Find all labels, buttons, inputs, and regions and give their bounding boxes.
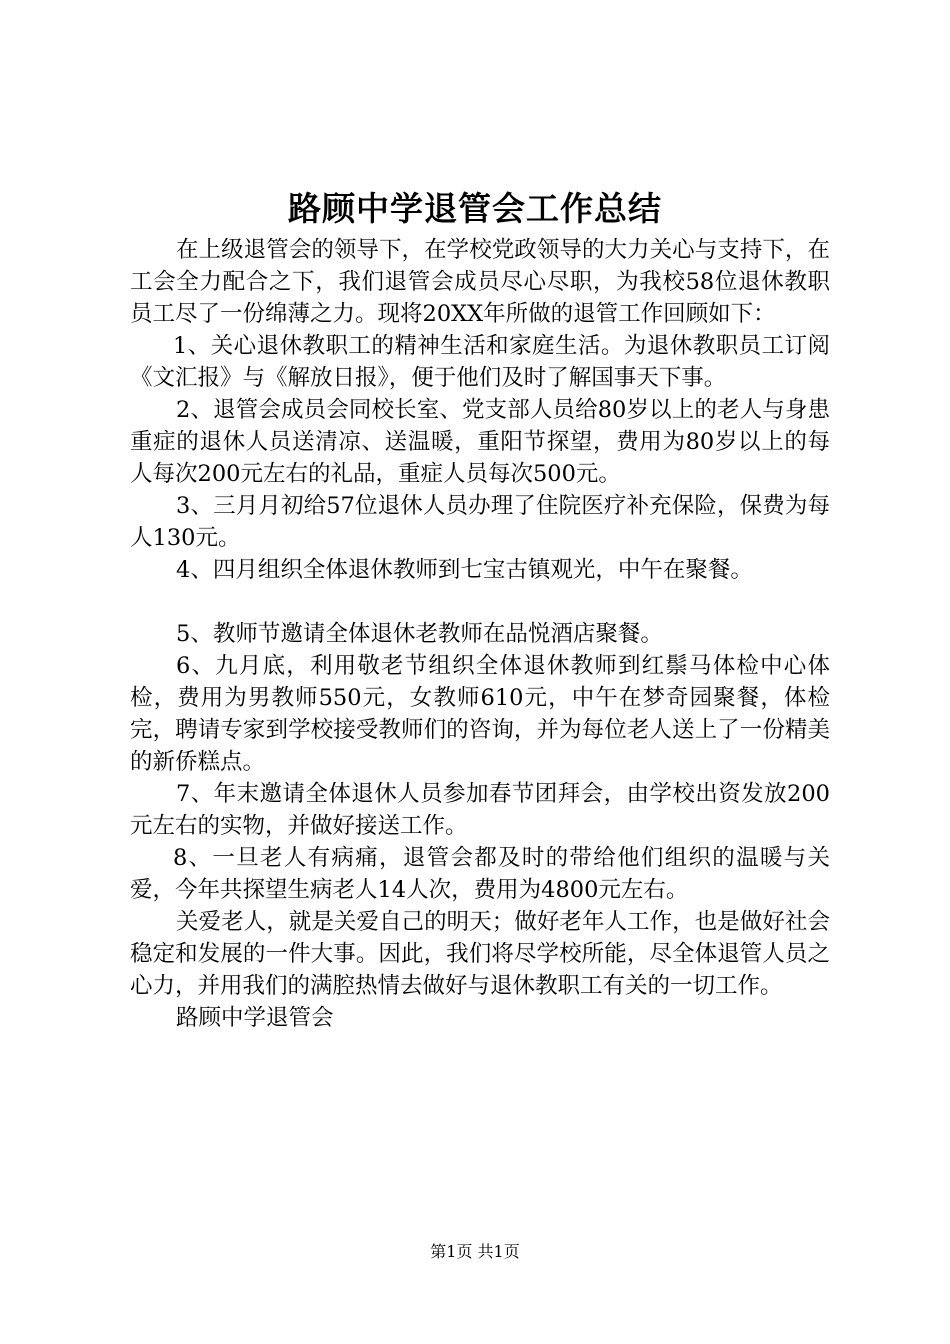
intro-paragraph: 在上级退管会的领导下，在学校党政领导的大力关心与支持下，在工会全力配合之下，我们退管会成员尽心尽职，为我校58位退休教职员工尽了一份绵薄之力。现将20XX年所做的退管工作回顾如下： [130, 237, 830, 327]
item-paragraph-8: 8、一旦老人有病痛，退管会都及时的带给他们组织的温暖与关爱，今年共探望生病老人14人次，费用为4800元左右。 [130, 845, 830, 903]
item-paragraph-6: 6、九月底，利用敬老节组织全体退休教师到红鬃马体检中心体检，费用为男教师550元，女教师610元，中午在梦奇园聚餐，体检完，聘请专家到学校接受教师们的咨询，并为每位老人送上了一份精美的新侨糕点。 [130, 653, 830, 775]
item-paragraph-3: 3、三月月初给57位退休人员办理了住院医疗补充保险，保费为每人130元。 [130, 493, 830, 551]
item-paragraph-2: 2、退管会成员会同校长室、党支部人员给80岁以上的老人与身患重症的退休人员送清凉、送温暖，重阳节探望，费用为80岁以上的每人每次200元左右的礼品，重症人员每次500元。 [130, 397, 830, 487]
item-paragraph-4: 4、四月组织全体退休教师到七宝古镇观光，中午在聚餐。 [176, 557, 753, 583]
closing-paragraph: 关爱老人，就是关爱自己的明天；做好老年人工作，也是做好社会稳定和发展的一件大事。因此，我们将尽学校所能，尽全体退管人员之心力，并用我们的满腔热情去做好与退休教职工有关的一切工作。 [130, 909, 830, 999]
item-paragraph-5: 5、教师节邀请全体退休老教师在品悦酒店聚餐。 [176, 621, 663, 647]
item-paragraph-1: 1、关心退休教职工的精神生活和家庭生活。为退休教职员工订阅《文汇报》与《解放日报》，便于他们及时了解国事天下事。 [130, 333, 830, 391]
signature: 路顾中学退管会 [176, 1005, 334, 1031]
item-paragraph-7: 7、年末邀请全体退休人员参加春节团拜会，由学校出资发放200元左右的实物，并做好接送工作。 [130, 781, 830, 839]
document-title: 路顾中学退管会工作总结 [288, 189, 662, 228]
page-footer: 第1页 共1页 [430, 1242, 520, 1261]
document-body [130, 234, 830, 1034]
